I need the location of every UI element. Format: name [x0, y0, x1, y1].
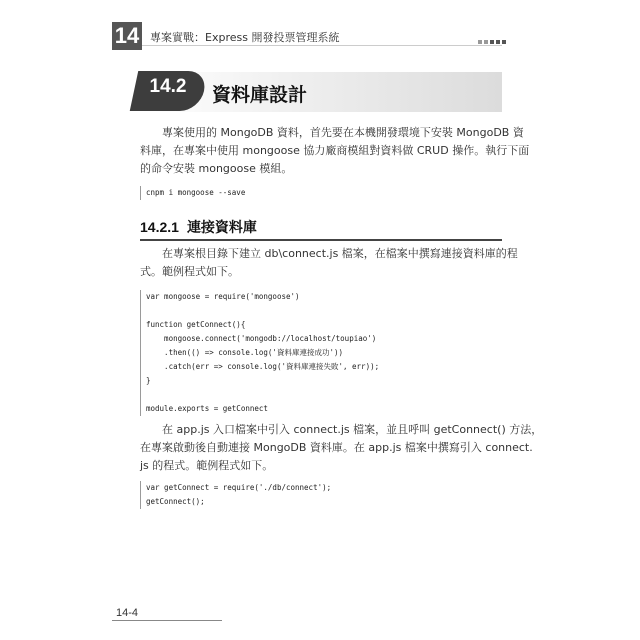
paragraph-line: 在專案啟動後自動連接 MongoDB 資料庫。在 app.js 檔案中撰寫引入 connect.	[140, 441, 533, 454]
code-line: }	[146, 376, 151, 385]
chapter-number-badge: 14	[112, 22, 142, 50]
code-line: function getConnect(){	[146, 320, 246, 329]
chapter-title: 專案實戰：Express 開發投票管理系統	[150, 31, 340, 44]
header-dot	[490, 40, 494, 44]
code-line: .catch(err => console.log('資料庫連接失敗', err));	[146, 362, 380, 371]
code-block-app	[140, 481, 331, 509]
header-divider	[142, 45, 502, 46]
code-line	[146, 304, 379, 318]
header-dot	[484, 40, 488, 44]
paragraph-line: 在 app.js 入口檔案中引入 connect.js 檔案，並且呼叫 getConnect() 方法，	[162, 423, 543, 436]
paragraph-line: js 的程式。範例程式如下。	[140, 459, 274, 472]
page-number: 14-4	[116, 607, 139, 619]
header-dot	[502, 40, 506, 44]
paragraph-connect	[140, 245, 518, 281]
paragraph-line: 在專案根目錄下建立 db\connect.js 檔案，在檔案中撰寫連接資料庫的程	[162, 247, 518, 260]
subsection-number: 14.2.1	[140, 219, 179, 235]
subsection-heading	[140, 217, 257, 237]
paragraph-line: 料庫，在專案中使用 mongoose 協力廠商模組對資料做 CRUD 操作。執行下面	[140, 144, 530, 157]
code-line: mongoose.connect('mongodb://localhost/toupiao')	[146, 334, 377, 343]
paragraph-line: 專案使用的 MongoDB 資料，首先要在本機開發環境下安裝 MongoDB 資	[162, 126, 524, 139]
code-line	[146, 388, 379, 402]
code-line: var getConnect = require('./db/connect');	[146, 483, 332, 492]
code-line: var mongoose = require('mongoose')	[146, 292, 300, 301]
section-title: 資料庫設計	[212, 84, 308, 106]
code-line: module.exports = getConnect	[146, 404, 268, 413]
subsection-underline	[140, 239, 502, 241]
code-block-connect	[140, 290, 379, 416]
paragraph-line: 的命令安裝 mongoose 模組。	[140, 162, 293, 175]
paragraph-intro	[140, 124, 530, 178]
code-line: .then(() => console.log('資料庫連接成功'))	[146, 348, 343, 357]
code-line: cnpm i mongoose --save	[146, 188, 246, 197]
paragraph-app-js	[140, 421, 543, 475]
header-decoration	[478, 40, 506, 46]
code-block-install	[140, 186, 245, 200]
paragraph-line: 式。範例程式如下。	[140, 265, 239, 278]
footer-divider	[112, 620, 222, 621]
subsection-title: 連接資料庫	[186, 220, 257, 236]
code-line: getConnect();	[146, 497, 205, 506]
header-dot	[496, 40, 500, 44]
header-dot	[478, 40, 482, 44]
section-number: 14.2	[149, 76, 187, 97]
